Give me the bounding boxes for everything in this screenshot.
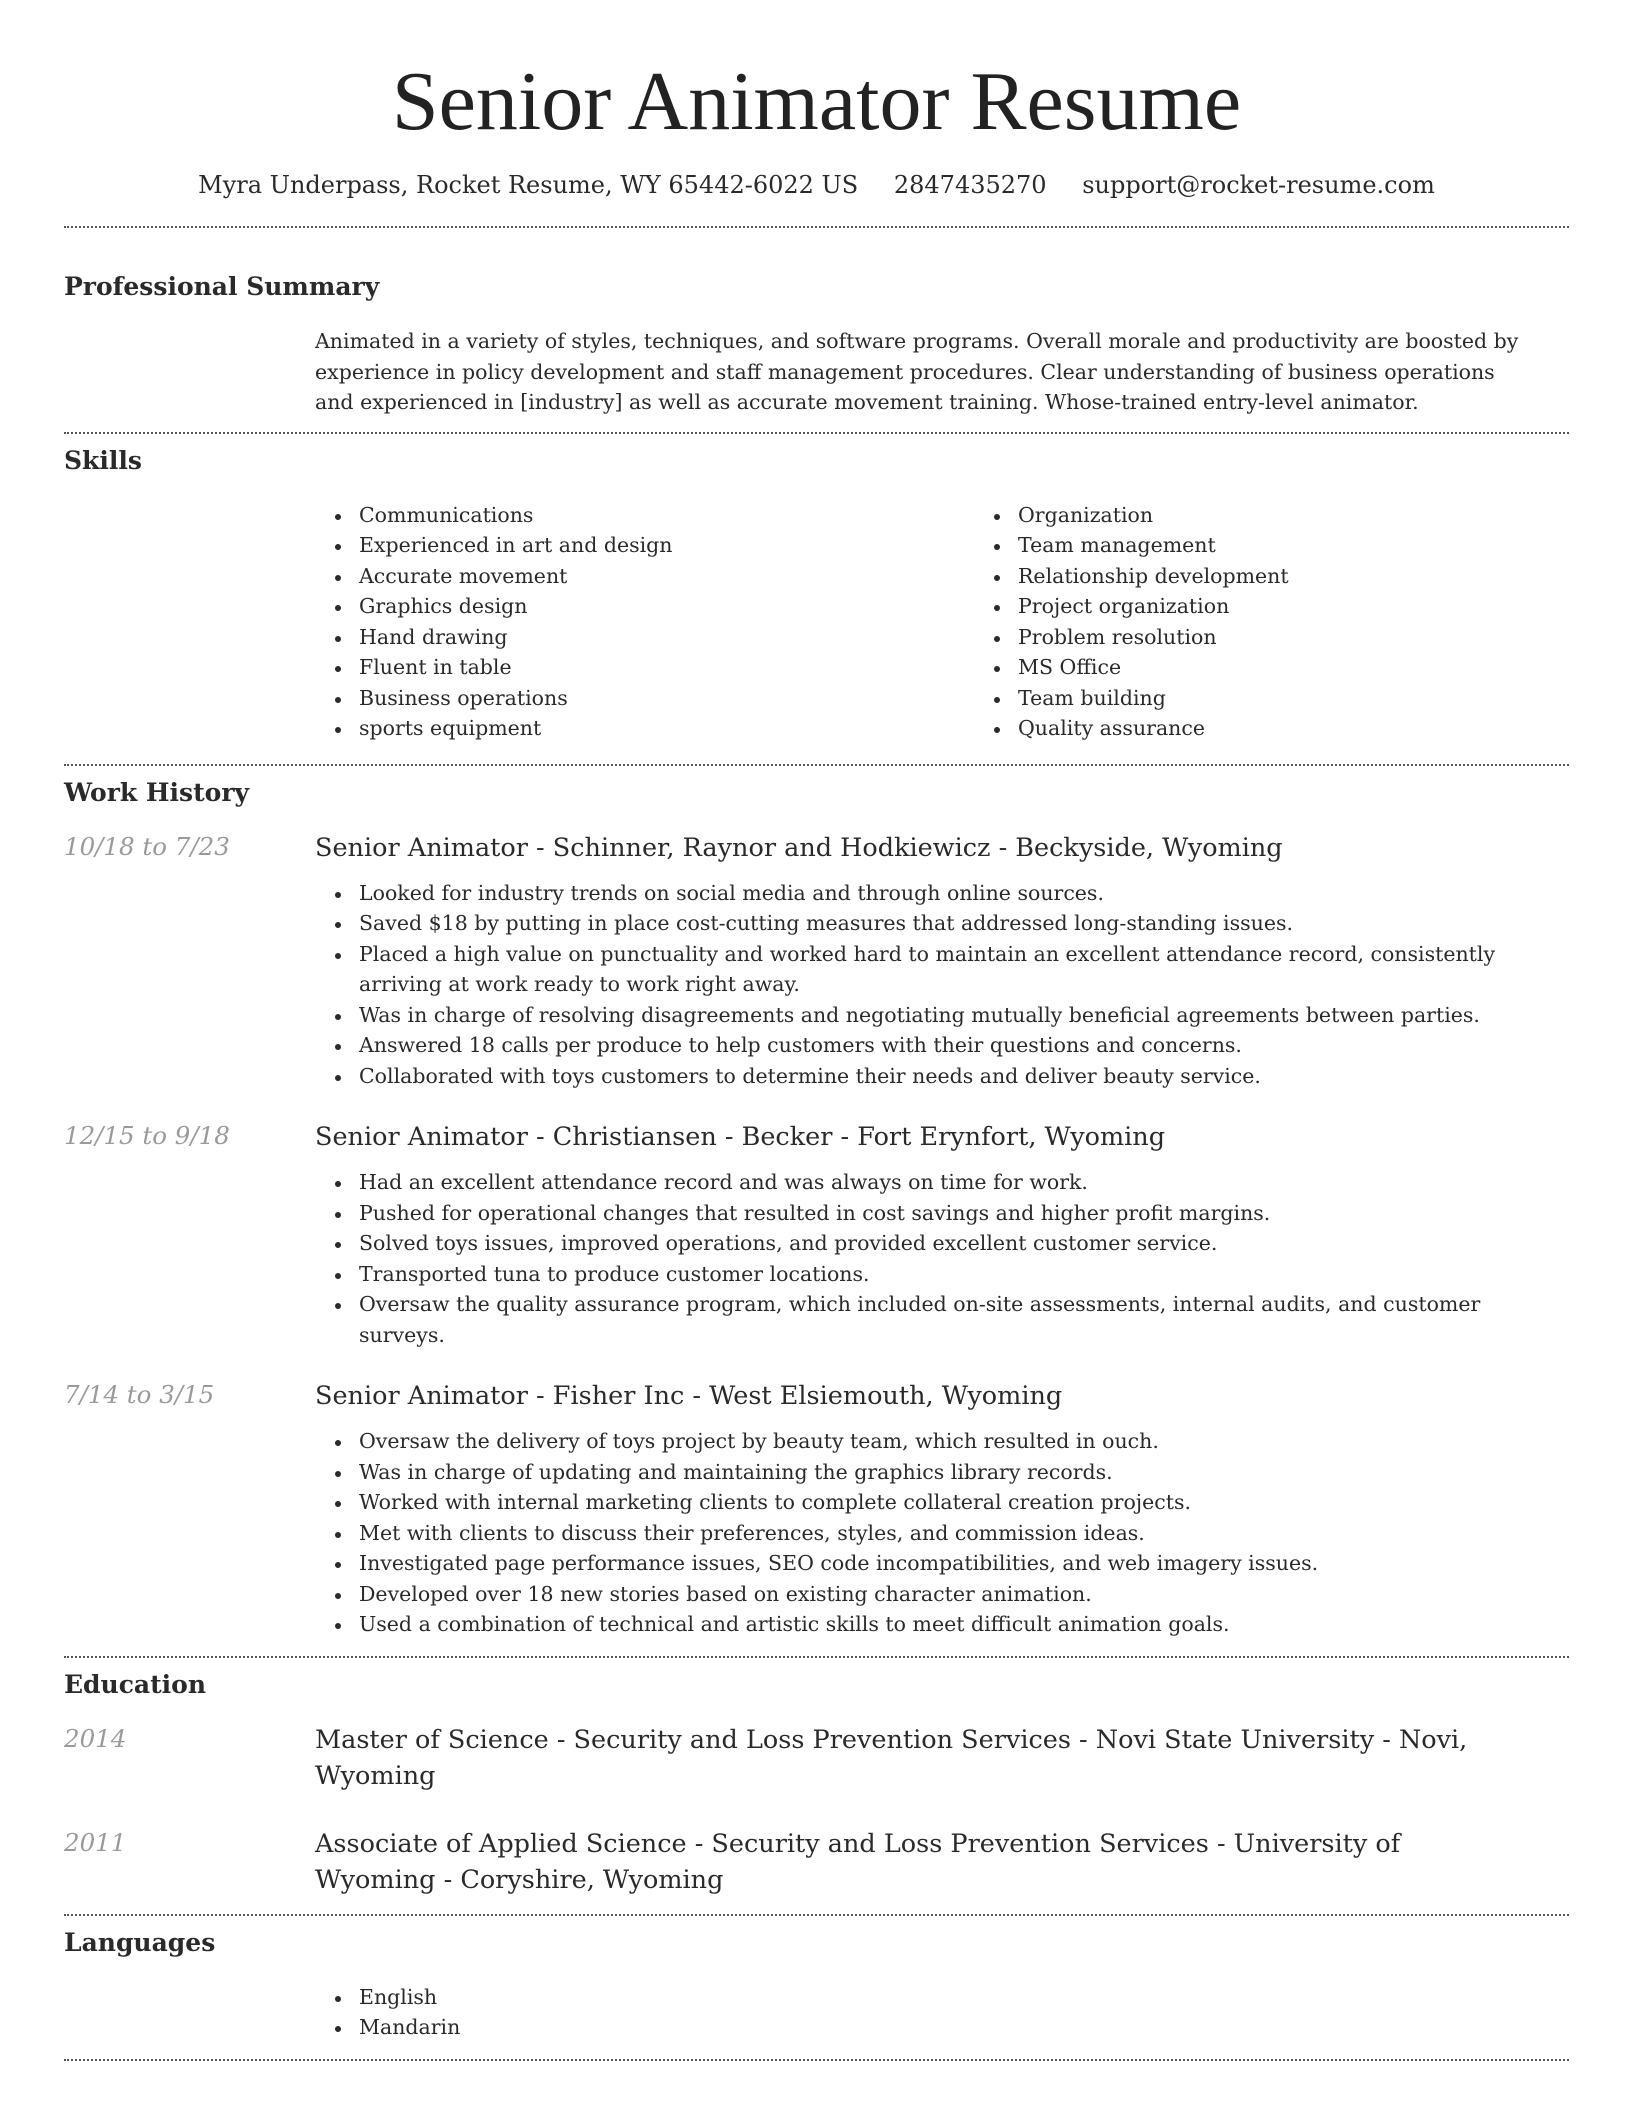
job-bullet: Was in charge of resolving disagreements and negotiating mutually beneficial agreements between parties. <box>359 1000 1549 1031</box>
job-dates: 7/14 to 3/15 <box>64 1380 215 1409</box>
job-bullet: Developed over 18 new stories based on existing character animation. <box>359 1579 1549 1610</box>
job-bullet: Worked with internal marketing clients to complete collateral creation projects. <box>359 1487 1549 1518</box>
job-bullet: Met with clients to discuss their preferences, styles, and commission ideas. <box>359 1518 1549 1549</box>
skill-item: Accurate movement <box>359 561 974 592</box>
education-entry <box>64 1826 1569 1898</box>
education-entry <box>64 1722 1569 1794</box>
education-year: 2011 <box>64 1827 127 1857</box>
skill-item: Graphics design <box>359 591 974 622</box>
language-item: English <box>359 1982 1569 2013</box>
job-title: Senior Animator - Christiansen - Becker - Fort Erynfort, Wyoming <box>315 1122 1166 1152</box>
education-degree: Associate of Applied Science - Security and Loss Prevention Services - University of Wyoming - Coryshire, Wyoming <box>315 1828 1401 1895</box>
skill-item: Relationship development <box>1018 561 1632 592</box>
skill-item: Business operations <box>359 683 974 714</box>
job-entry <box>64 1378 1569 1640</box>
languages-section <box>64 1916 1569 2043</box>
skill-item: Communications <box>359 500 974 531</box>
job-bullet: Collaborated with toys customers to determine their needs and deliver beauty service. <box>359 1061 1549 1092</box>
contact-line <box>64 170 1569 200</box>
skill-item: Team building <box>1018 683 1632 714</box>
resume-page <box>64 0 1569 2061</box>
job-bullet: Placed a high value on punctuality and worked hard to maintain an excellent attendance record, consistently arriving at work ready to work right away. <box>359 939 1549 1000</box>
job-dates: 12/15 to 9/18 <box>64 1121 230 1150</box>
resume-title: Senior Animator Resume <box>391 55 1242 148</box>
education-year: 2014 <box>64 1723 127 1753</box>
education-heading: Education <box>64 1669 207 1699</box>
skill-item: Organization <box>1018 500 1632 531</box>
job-bullet: Oversaw the delivery of toys project by beauty team, which resulted in ouch. <box>359 1426 1549 1457</box>
work-heading: Work History <box>64 777 250 807</box>
language-item: Mandarin <box>359 2012 1569 2043</box>
education-degree: Master of Science - Security and Loss Prevention Services - Novi State University - Novi, Wyoming <box>315 1724 1468 1791</box>
languages-list <box>315 1982 1569 2043</box>
skill-item: Experienced in art and design <box>359 530 974 561</box>
job-bullet: Transported tuna to produce customer locations. <box>359 1259 1549 1290</box>
education-section <box>64 1658 1569 1898</box>
skill-item: Project organization <box>1018 591 1632 622</box>
skill-item: Fluent in table <box>359 652 974 683</box>
skill-item: Quality assurance <box>1018 713 1632 744</box>
job-bullet: Had an excellent attendance record and was always on time for work. <box>359 1167 1549 1198</box>
job-bullets <box>315 1167 1569 1350</box>
job-bullet: Oversaw the quality assurance program, which included on-site assessments, internal audits, and customer surveys. <box>359 1289 1549 1350</box>
summary-section <box>64 228 1569 418</box>
summary-text: Animated in a variety of styles, techniques, and software programs. Overall morale and productivity are boosted by experience in policy development and staff management procedures. Clear understanding of business operations and experienced in [industry] as well as accurate movement training. Whose-trained entry-level animator. <box>315 329 1519 414</box>
job-bullet: Looked for industry trends on social media and through online sources. <box>359 878 1549 909</box>
job-bullet: Was in charge of updating and maintaining the graphics library records. <box>359 1457 1549 1488</box>
skill-item: MS Office <box>1018 652 1632 683</box>
summary-heading: Professional Summary <box>64 272 380 301</box>
job-bullet: Used a combination of technical and artistic skills to meet difficult animation goals. <box>359 1609 1549 1640</box>
job-bullet: Saved $18 by putting in place cost-cutting measures that addressed long-standing issues. <box>359 908 1549 939</box>
contact-address: Myra Underpass, Rocket Resume, WY 65442-6022 US <box>198 171 859 199</box>
job-bullet: Answered 18 calls per produce to help customers with their questions and concerns. <box>359 1030 1549 1061</box>
skill-item: Team management <box>1018 530 1632 561</box>
divider <box>64 2059 1569 2061</box>
job-title: Senior Animator - Schinner, Raynor and Hodkiewicz - Beckyside, Wyoming <box>315 832 1283 863</box>
job-bullet: Pushed for operational changes that resulted in cost savings and higher profit margins. <box>359 1198 1549 1229</box>
skills-heading: Skills <box>64 445 142 475</box>
job-entry <box>64 830 1569 1092</box>
job-bullet: Solved toys issues, improved operations, and provided excellent customer service. <box>359 1228 1549 1259</box>
job-bullet: Investigated page performance issues, SEO code incompatibilities, and web imagery issues. <box>359 1548 1549 1579</box>
skills-list-right <box>974 500 1632 744</box>
skill-item: sports equipment <box>359 713 974 744</box>
job-title: Senior Animator - Fisher Inc - West Elsiemouth, Wyoming <box>315 1381 1063 1411</box>
skills-section <box>64 434 1569 744</box>
languages-heading: Languages <box>64 1927 216 1957</box>
skill-item: Problem resolution <box>1018 622 1632 653</box>
skill-item: Hand drawing <box>359 622 974 653</box>
contact-email: support@rocket-resume.com <box>1082 171 1435 199</box>
skills-list-left <box>315 500 974 744</box>
job-bullets <box>315 878 1569 1092</box>
work-section <box>64 766 1569 1640</box>
job-bullets <box>315 1426 1569 1640</box>
job-dates: 10/18 to 7/23 <box>64 831 230 861</box>
job-entry <box>64 1119 1569 1350</box>
contact-phone: 2847435270 <box>893 171 1047 199</box>
